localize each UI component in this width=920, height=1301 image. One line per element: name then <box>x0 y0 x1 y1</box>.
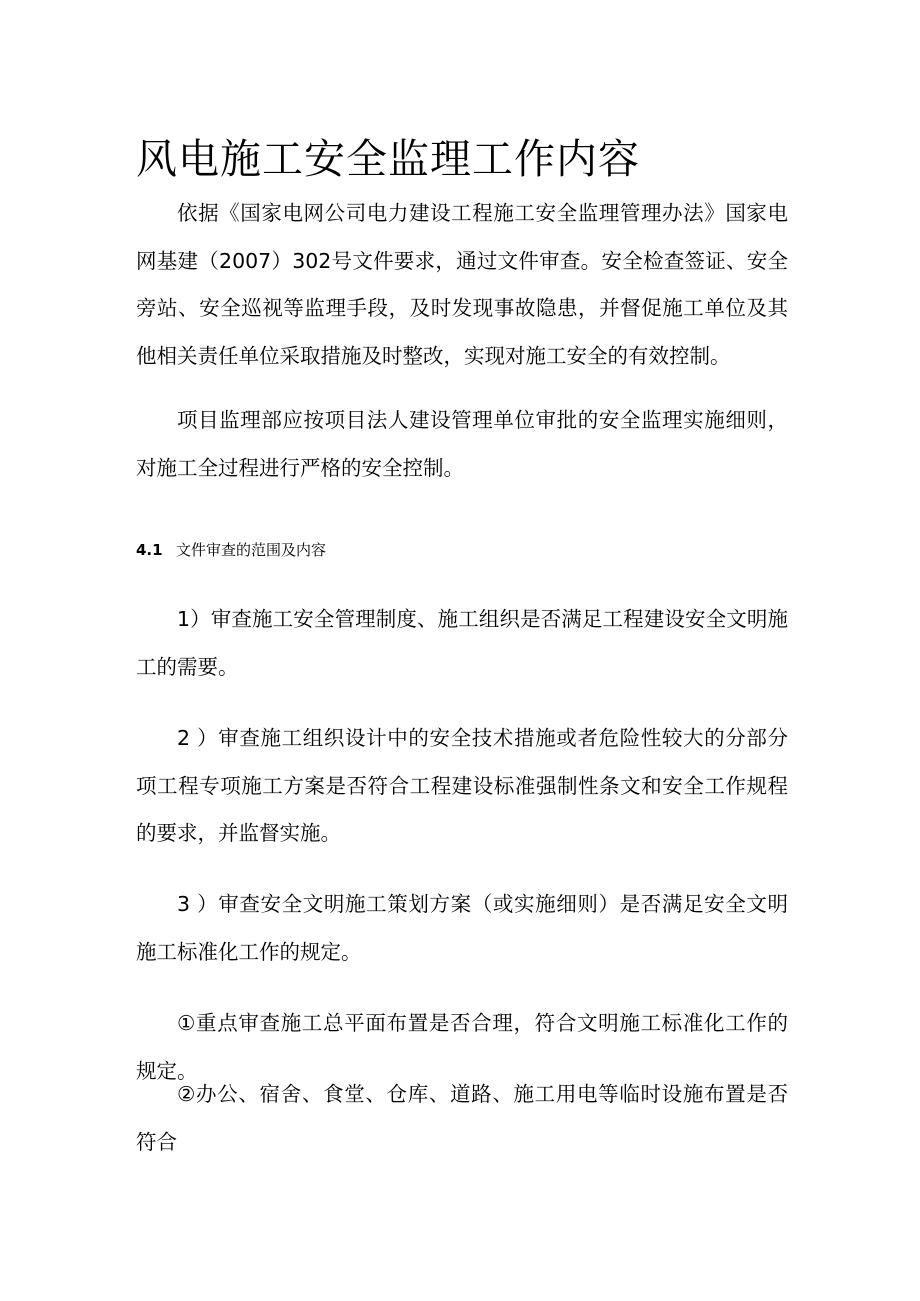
review-item-2: 2 ）审查施工组织设计中的安全技术措施或者危险性较大的分部分项工程专项施工方案是否符合工程建设标准强制性条文和安全工作规程的要求，并监督实施。 <box>136 726 788 845</box>
section-number: 4.1 <box>136 541 163 559</box>
section-title: 文件审查的范围及内容 <box>176 541 327 559</box>
intro-paragraph: 依据《国家电网公司电力建设工程施工安全监理管理办法》国家电网基建（2007）302号文件要求，通过文件审查。安全检查签证、安全旁站、安全巡视等监理手段，及时发现事故隐患，并督促施工单位及其他相关责任单位采取措施及时整改，实现对施工安全的有效控制。 <box>136 201 788 368</box>
supervision-paragraph: 项目监理部应按项目法人建设管理单位审批的安全监理实施细则，对施工全过程进行严格的安全控制。 <box>136 408 788 480</box>
review-item-1: 1）审查施工安全管理制度、施工组织是否满足工程建设安全文明施工的需要。 <box>136 607 788 679</box>
section-heading <box>136 539 326 561</box>
review-item-3: 3 ）审查安全文明施工策划方案（或实施细则）是否满足安全文明施工标准化工作的规定。 <box>136 892 788 964</box>
review-subitem-2: ②办公、宿舍、食堂、仓库、道路、施工用电等临时设施布置是否符合 <box>136 1082 788 1154</box>
review-subitem-1: ①重点审查施工总平面布置是否合理，符合文明施工标准化工作的规定。 <box>136 1011 788 1083</box>
document-title: 风电施工安全监理工作内容 <box>136 135 640 183</box>
